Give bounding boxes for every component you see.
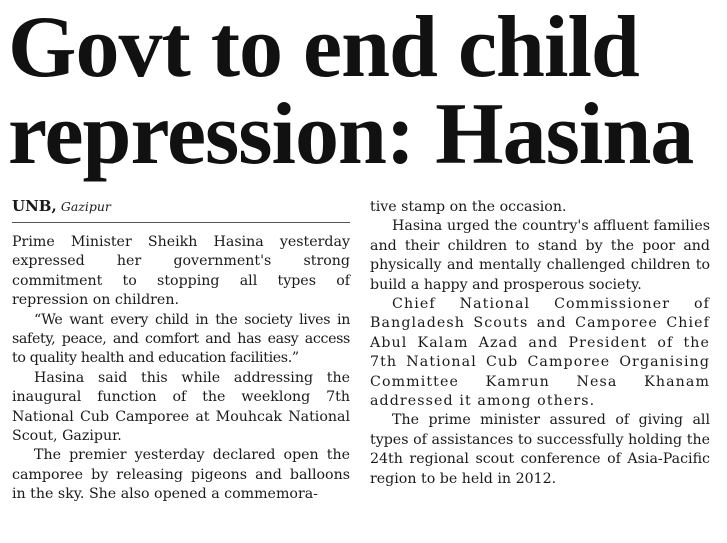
byline bbox=[12, 197, 350, 217]
byline-agency: UNB, bbox=[12, 197, 57, 215]
headline bbox=[8, 0, 723, 183]
article-column-2 bbox=[370, 198, 710, 489]
paragraph-8: The prime minister assured of giving all types of assistances to successfully holding the 24th regional scout conference of Asia-Pacific region to be held in 2012. bbox=[370, 412, 710, 487]
article-column-1 bbox=[12, 233, 350, 505]
byline-divider bbox=[12, 222, 350, 223]
paragraph-6: Hasina urged the country's affluent families and their children to stand by the poor and physically and mentally challenged children to build a happy and prosperous society. bbox=[370, 218, 710, 293]
paragraph-3: Hasina said this while addressing the inaugural function of the weeklong 7th National Cub Camporee at Mouhcak National Scout, Gazipur. bbox=[12, 369, 350, 445]
paragraph-4: The premier yesterday declared open the camporee by releasing pigeons and balloons in the sky. She also opened a commemora- bbox=[12, 447, 350, 503]
headline-line-1: Govt to end child bbox=[8, 0, 639, 96]
byline-place: Gazipur bbox=[60, 199, 111, 214]
headline-line-2: repression: Hasina bbox=[8, 86, 694, 183]
paragraph-2: “We want every child in the society lives in safety, peace, and comfort and has easy access to quality health and education facilities.” bbox=[12, 311, 350, 367]
paragraph-5: tive stamp on the occasion. bbox=[370, 199, 567, 215]
paragraph-7: Chief National Commissioner of Bangladesh Scouts and Camporee Chief Abul Kalam Azad and President of the 7th National Cub Camporee Organising Committee Kamrun Nesa Khanam addressed it among others. bbox=[370, 296, 710, 410]
paragraph-1: Prime Minister Sheikh Hasina yesterday expressed her government's strong commitment to stopping all types of repression on children. bbox=[12, 234, 350, 309]
